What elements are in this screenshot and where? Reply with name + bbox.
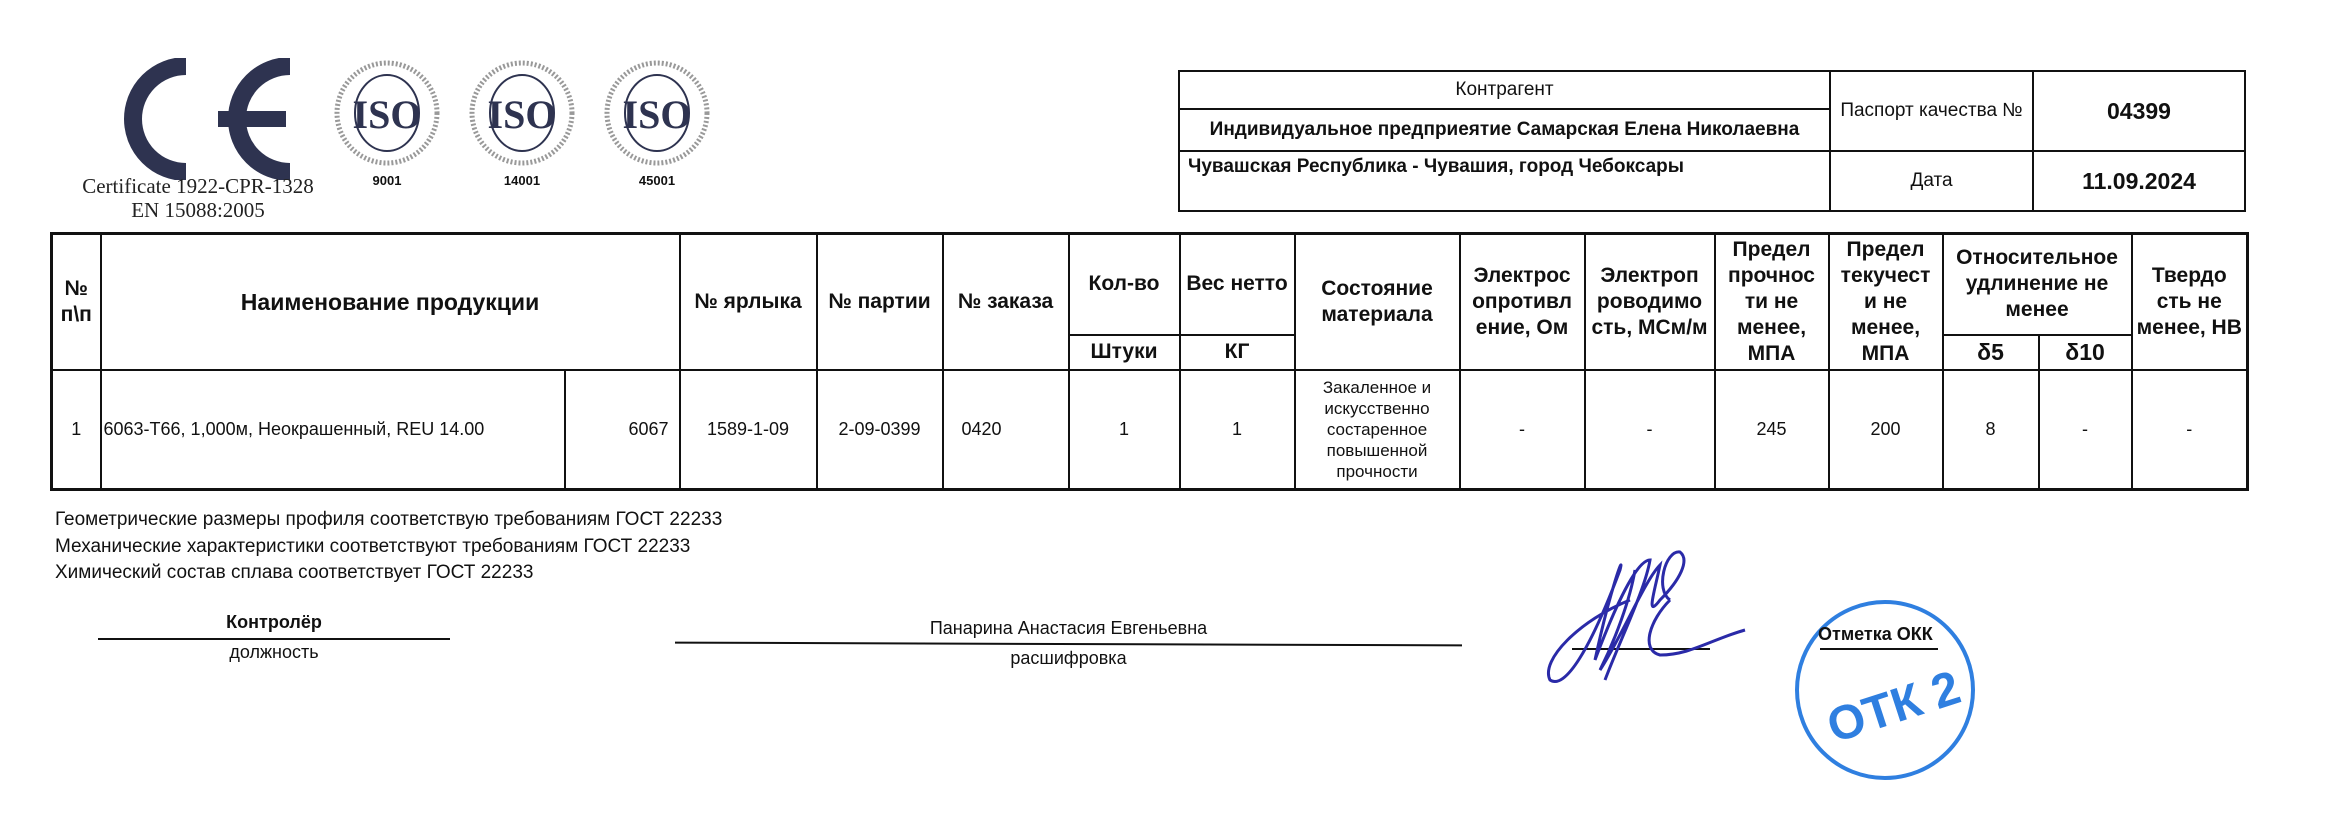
date-label: Дата xyxy=(1830,151,2033,211)
name-line xyxy=(675,642,1462,647)
col-d10: δ10 xyxy=(2039,335,2132,370)
iso-globe-icon xyxy=(322,58,452,168)
cell-index: 1 xyxy=(52,370,101,490)
ce-certificate xyxy=(78,174,318,222)
col-qty-unit: Штуки xyxy=(1069,335,1180,370)
iso-globe-icon xyxy=(592,58,722,168)
col-d5: δ5 xyxy=(1943,335,2039,370)
iso-logo-45001 xyxy=(592,58,722,188)
okk-label: Отметка ОКК xyxy=(1818,624,1933,644)
header-row xyxy=(52,234,2248,335)
products-table xyxy=(50,232,2249,491)
col-weight-unit: КГ xyxy=(1180,335,1295,370)
stamp-text: ОТК 2 xyxy=(1820,661,1967,754)
cell-batch-no: 2-09-0399 xyxy=(817,370,943,490)
col-resistance: Электрос опротивл ение, Ом xyxy=(1460,234,1585,370)
col-tensile: Предел прочнос ти не менее, МПА xyxy=(1715,234,1829,370)
name-caption: расшифровка xyxy=(1010,648,1127,668)
position-value: Контролёр xyxy=(226,612,322,632)
iso-logo-9001 xyxy=(322,58,452,188)
svg-text:ISO: ISO xyxy=(352,92,422,137)
col-state: Состояние материала xyxy=(1295,234,1460,370)
iso-globe-icon xyxy=(457,58,587,168)
cell-tensile: 245 xyxy=(1715,370,1829,490)
col-conductivity: Электроп роводимо сть, МСм/м xyxy=(1585,234,1715,370)
cell-code: 6067 xyxy=(565,370,680,490)
cell-label-no: 1589-1-09 xyxy=(680,370,817,490)
col-index: № п\п xyxy=(52,234,101,370)
table-row xyxy=(52,370,2248,490)
col-batch-no: № партии xyxy=(817,234,943,370)
cell-conductivity: - xyxy=(1585,370,1715,490)
col-label-no: № ярлыка xyxy=(680,234,817,370)
certificate-number: Certificate 1922-CPR-1328 xyxy=(82,174,314,198)
cell-resistance: - xyxy=(1460,370,1585,490)
position-line xyxy=(98,638,450,640)
iso-logo-14001 xyxy=(457,58,587,188)
col-order-no: № заказа xyxy=(943,234,1069,370)
okk-line xyxy=(1820,648,1938,650)
date-value: 11.09.2024 xyxy=(2033,151,2245,211)
cell-hardness: - xyxy=(2132,370,2248,490)
cell-order-no: 0420 xyxy=(943,370,1069,490)
passport-number: 04399 xyxy=(2033,71,2245,151)
iso-number: 9001 xyxy=(372,173,402,188)
col-elongation: Относительное удлинение не менее xyxy=(1943,234,2132,335)
cell-d10: - xyxy=(2039,370,2132,490)
cell-weight: 1 xyxy=(1180,370,1295,490)
iso-number: 14001 xyxy=(503,173,541,188)
svg-text:ISO: ISO xyxy=(487,92,557,137)
cell-state: Закаленное и искусственно состаренное повышенной прочности xyxy=(1295,370,1460,490)
name-value: Панарина Анастасия Евгеньевна xyxy=(929,618,1208,638)
cell-yield: 200 xyxy=(1829,370,1943,490)
svg-text:ISO: ISO xyxy=(622,92,692,137)
col-yield: Предел текучест и не менее, МПА xyxy=(1829,234,1943,370)
counterparty-address: Чувашская Республика - Чувашия, город Чебоксары xyxy=(1179,151,1830,211)
position-caption: должность xyxy=(229,642,319,662)
note-geometry: Геометрические размеры профиля соответствую требованиям ГОСТ 22233 xyxy=(55,509,723,530)
col-name: Наименование продукции xyxy=(101,234,680,370)
certificate-standard: EN 15088:2005 xyxy=(131,198,265,222)
counterparty-name: Индивидуальное предприеятие Самарская Елена Николаевна xyxy=(1179,109,1830,151)
note-chemical: Химический состав сплава соответствует ГОСТ 22233 xyxy=(55,562,534,583)
col-hardness: Твердо сть не менее, НВ xyxy=(2132,234,2248,370)
counterparty-label: Контрагент xyxy=(1179,71,1830,109)
cell-qty: 1 xyxy=(1069,370,1180,490)
col-weight: Вес нетто xyxy=(1180,234,1295,335)
counterparty-table xyxy=(1178,70,2246,212)
iso-number: 45001 xyxy=(638,173,676,188)
handwritten-signature xyxy=(1520,530,1760,690)
cell-d5: 8 xyxy=(1943,370,2039,490)
ce-logo xyxy=(98,58,298,180)
col-qty: Кол-во xyxy=(1069,234,1180,335)
cell-name: 6063-Т66, 1,000м, Неокрашенный, REU 14.00 xyxy=(101,370,565,490)
note-mechanical: Механические характеристики соответствуют требованиям ГОСТ 22233 xyxy=(55,536,691,557)
passport-label: Паспорт качества № xyxy=(1830,71,2033,151)
